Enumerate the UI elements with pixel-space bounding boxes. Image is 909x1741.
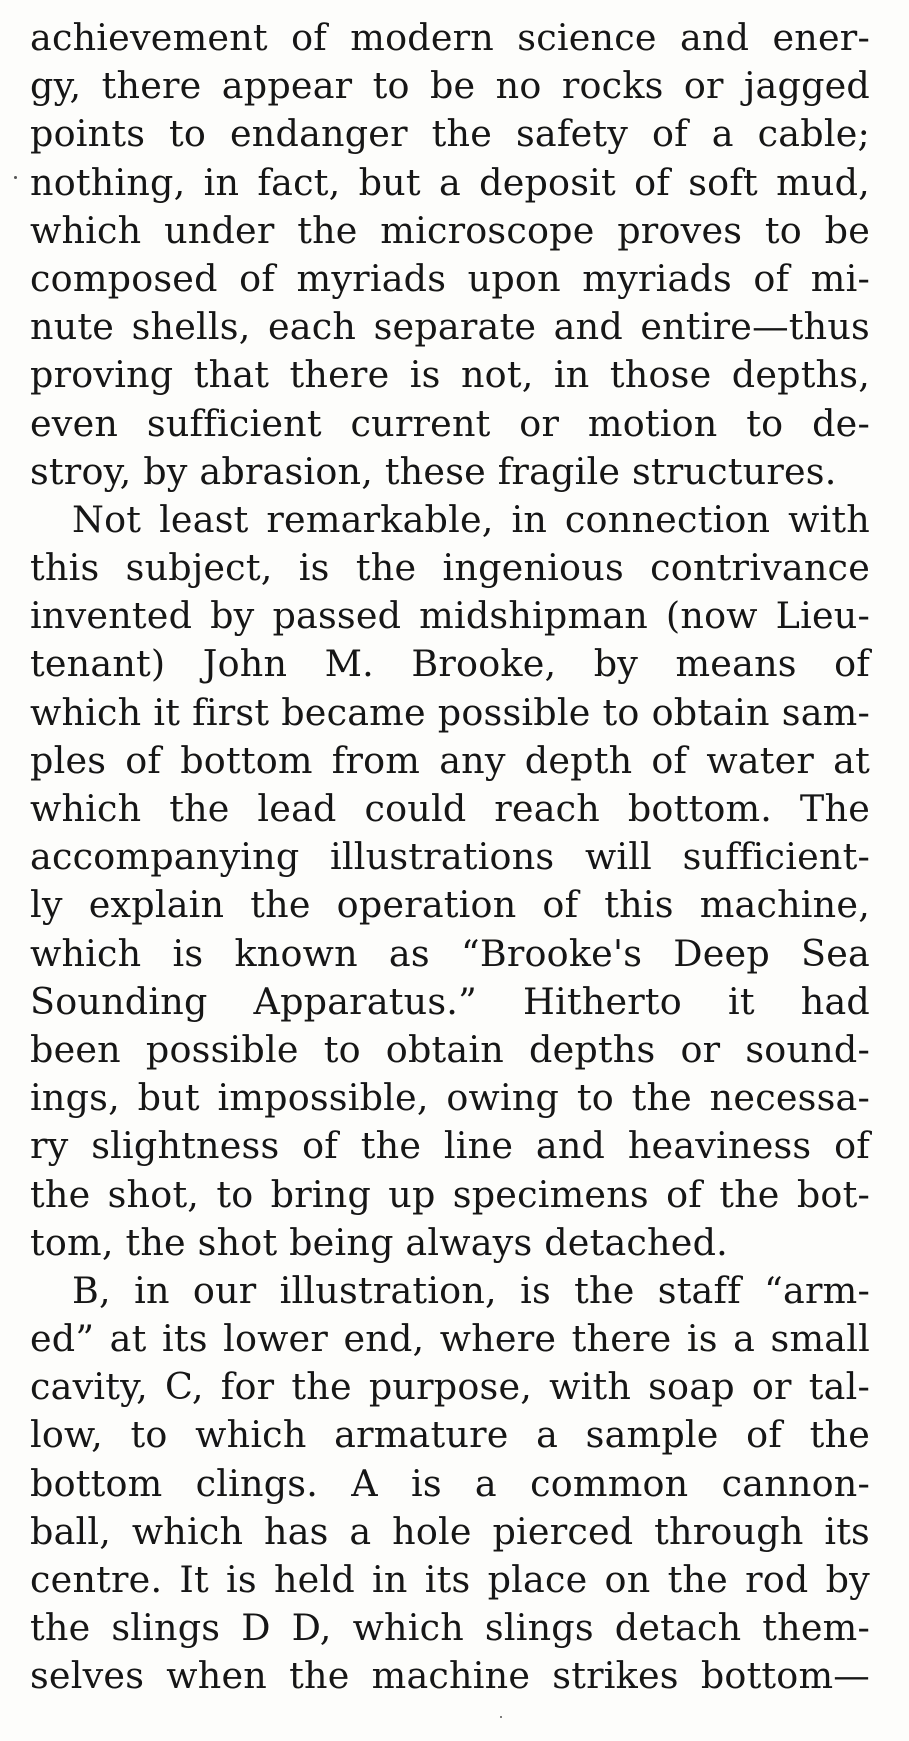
text-line: Sounding Apparatus.” Hitherto it had [30, 979, 870, 1023]
text-line: which is known as “Brooke's Deep Sea [30, 931, 870, 975]
text-line: ples of bottom from any depth of water at [30, 738, 870, 782]
text-line: the slings D D, which slings detach them- [30, 1606, 870, 1650]
text-line: Not least remarkable, in connection with [72, 497, 870, 541]
ink-speck [14, 176, 17, 179]
text-line: bottom clings. A is a common cannon- [30, 1461, 870, 1505]
text-line: which the lead could reach bottom. The [30, 787, 870, 830]
text-line: B, in our illustration, is the staff “arm- [72, 1268, 870, 1312]
text-line: ed” at its lower end, where there is a small [30, 1317, 870, 1361]
text-line: accompanying illustrations will sufficient- [30, 835, 870, 879]
text-line: ly explain the operation of this machine, [30, 883, 870, 927]
text-line: this subject, is the ingenious contrivance [30, 546, 870, 590]
text-line: ings, but impossible, owing to the necessa- [30, 1076, 870, 1120]
text-line: proving that there is not, in those depths, [30, 353, 870, 397]
paragraph-1 [30, 14, 870, 496]
text-line: points to endanger the safety of a cable; [30, 112, 870, 156]
text-line: nothing, in fact, but a deposit of soft mud, [30, 160, 870, 204]
text-line: been possible to obtain depths or sound- [30, 1027, 870, 1071]
text-line: which it first became possible to obtain sam- [30, 690, 870, 734]
text-line: composed of myriads upon myriads of mi- [30, 256, 870, 300]
text-line: nute shells, each separate and entire—thus [30, 305, 870, 349]
paragraph-2 [30, 496, 870, 1267]
text-line: gy, there appear to be no rocks or jagged [30, 64, 870, 108]
paragraph-3 [30, 1267, 870, 1701]
text-line: invented by passed midshipman (now Lieu- [30, 594, 870, 638]
text-line: achievement of modern science and ener- [30, 16, 870, 59]
text-line: cavity, C, for the purpose, with soap or tal- [30, 1365, 870, 1409]
text-line: low, to which armature a sample of the [30, 1413, 870, 1457]
text-line: centre. It is held in its place on the rod by [30, 1558, 870, 1601]
text-line: ball, which has a hole pierced through its [30, 1509, 870, 1553]
text-line: ry slightness of the line and heaviness of [30, 1124, 870, 1168]
text-line: selves when the machine strikes bottom— [30, 1654, 870, 1698]
text-line: the shot, to bring up specimens of the bot- [30, 1172, 870, 1216]
ink-speck [500, 1716, 502, 1718]
text-line: even sufficient current or motion to de- [30, 401, 870, 445]
text-line: which under the microscope proves to be [30, 208, 870, 252]
text-line: tenant) John M. Brooke, by means of [30, 642, 870, 686]
text-line: tom, the shot being always detached. [30, 1220, 728, 1264]
text-line: stroy, by abrasion, these fragile structures. [30, 449, 837, 493]
article-column [30, 14, 870, 1701]
